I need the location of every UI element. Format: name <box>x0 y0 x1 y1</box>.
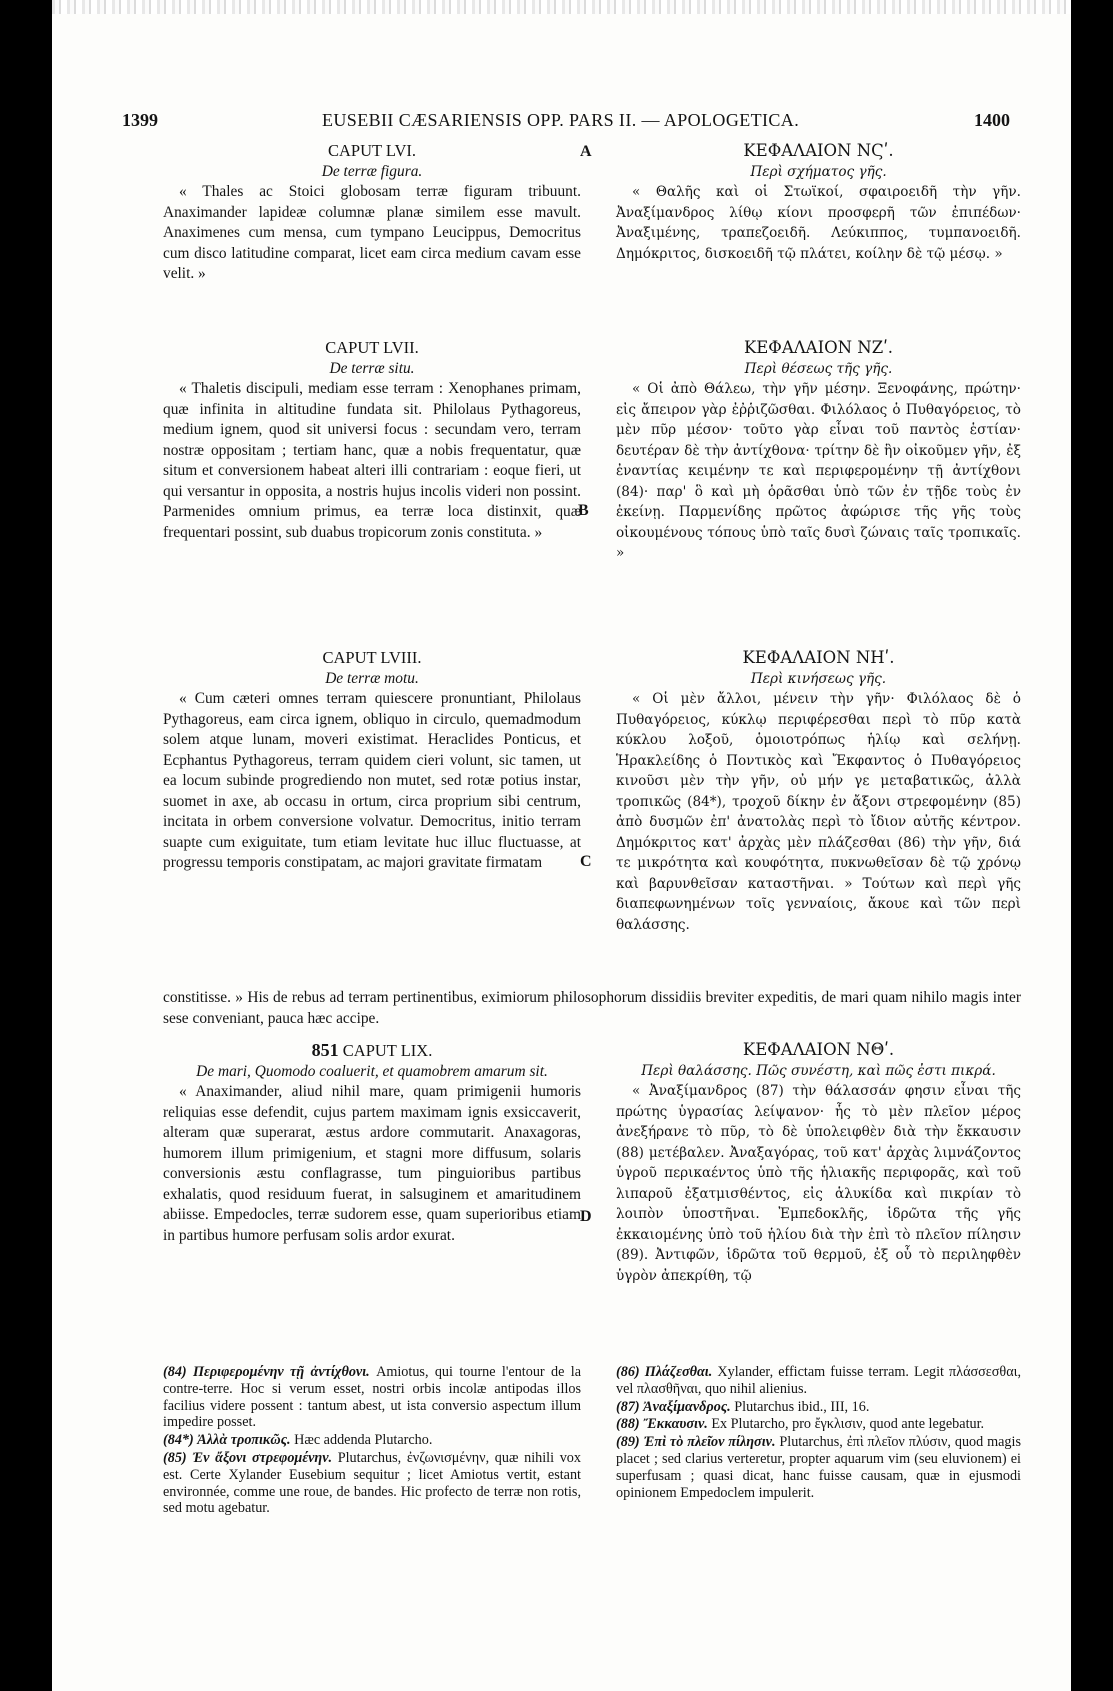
scan-border-right <box>1071 0 1113 1691</box>
running-title: EUSEBII CÆSARIENSIS OPP. PARS II. — APOLOGETICA. <box>322 110 800 130</box>
running-header <box>122 110 1010 134</box>
greek-chapter-58 <box>616 648 1021 935</box>
page-number-left: 1399 <box>122 110 158 130</box>
chapter-heading: ΚΕΦΑΛΑΙΟΝ ΝΖʹ. <box>743 338 894 357</box>
latin-chapter-56 <box>163 141 581 285</box>
scan-border-left <box>0 0 52 1691</box>
column-marker-b: B <box>578 502 589 519</box>
footnotes-left <box>163 1364 581 1518</box>
greek-chapter-56 <box>616 141 1021 264</box>
footnote-87: (87) Ἀναξίμανδρος. Plutarchus ibid., III, 16. <box>616 1398 870 1415</box>
footnote-85: (85) Ἐν ἄξονι στρεφομένην. Plutarchus, ἐνζωνισμένην, quæ nihili vox est. Certe Xylander Eusebium sequitur ; licet Amiotus vertit, estant environnée, comme une roue, de bandes. Hic profecto de terræ non rotis, sed motu agebatur. <box>163 1449 581 1517</box>
chapter-subtitle: De terræ figura. <box>321 162 423 180</box>
chapter-subtitle: Περὶ θαλάσσης. Πῶς συνέστη, καὶ πῶς ἐστι πικρά. <box>641 1062 996 1079</box>
chapter-subtitle: Περὶ σχήματος γῆς. <box>750 163 887 180</box>
chapter-subtitle: De terræ situ. <box>329 359 415 377</box>
greek-chapter-57 <box>616 338 1021 564</box>
chapter-text: « Οἱ μὲν ἄλλοι, μένειν τὴν γῆν· Φιλόλαος δὲ ὁ Πυθαγόρειος, κύκλῳ περιφέρεσθαι περὶ τὸ πῦρ κατὰ κύκλου λοξοῦ, ὁμοιοτρόπως ἡλίῳ καὶ σελήνῃ. Ἡρακλείδης ὁ Ποντικὸς καὶ Ἔκφαντος ὁ Πυθαγόρειος κινοῦσι μὲν τὴν γῆν, οὐ μήν γε μεταβατικῶς, ἀλλὰ τροπικῶς (84*), τροχοῦ δίκην ἐν ἄξονι στρεφομένην (85) ἀπὸ δυσμῶν ἐπ' ἀνατολὰς περὶ τὸ ἴδιον αὐτῆς κέντρον. Δημόκριτος κατ' ἀρχὰς μὲν πλάζεσθαι (86) τὴν γῆν, διά τε μικρότητα καὶ κουφότητα, πυκνωθεῖσαν δὲ τῷ χρόνῳ καὶ βαρυνθεῖσαν καταστῆναι. » Τούτων καὶ περὶ γῆς διαπεφωνημένων τοῖς γενναίοις, ἄκουε καὶ τῶν περὶ θαλάσσης. <box>616 691 1021 933</box>
latin-chapter-58 <box>163 648 581 874</box>
chapter-text: « Thaletis discipuli, mediam esse terram : Xenophanes primam, quæ infinita in altitudine fundata sit. Philolaus Pythagoreus, medium ignem, quod sit universi focus : secundam vero, terram nostræ oppositam ; tertiam hanc, quæ a nobis frequentatur, quæ situm et conversionem habeat alteri illi contrariam : eoque fieri, ut qui versantur in opposita, a nostris hujus incolis videri non possint. Parmenides omnium primus, ea terræ loca distinxit, quæ frequentari possint, sub duabus tropicorum zonis constituta. » <box>163 380 581 541</box>
footnote-88: (88) Ἔκκαυσιν. Ex Plutarcho, pro ἔγκλισιν, quod ante legebatur. <box>616 1416 985 1433</box>
greek-chapter-59 <box>616 1040 1021 1286</box>
chapter-subtitle: De mari, Quomodo coaluerit, et quamobrem amarum sit. <box>196 1062 548 1080</box>
chapter-heading: CAPUT LVIII. <box>322 648 422 667</box>
spanning-text: constitisse. » His de rebus ad terram pertinentibus, eximiorum philosophorum dissidiis breviter expeditis, de mari quam nihilo magis inter sese conveniant, pauca hæc accipe. <box>163 989 1021 1027</box>
column-marker-d: D <box>580 1208 592 1225</box>
chapter-heading: CAPUT LVI. <box>327 141 417 160</box>
chapter-text: « Οἱ ἀπὸ Θάλεω, τὴν γῆν μέσην. Ξενοφάνης, πρώτην· εἰς ἄπειρον γὰρ ἐῤῥιζῶσθαι. Φιλόλαος ὁ Πυθαγόρειος, τὸ μὲν πῦρ μέσον· τοῦτο γὰρ εἶναι τοῦ παντὸς ἑστίαν· δευτέραν δὲ τὴν ἀντίχθονα· τρίτην δὲ ἣν οἰκοῦμεν γῆν, ἐξ ἐναντίας κειμένην τε καὶ περιφερομένην τῇ ἀντίχθονι (84)· παρ' ὃ καὶ μὴ ὁρᾶσθαι ὑπὸ τῶν ἐν τῇδε τοὺς ἐν ἐκείνῃ. Παρμενίδης πρῶτος ἀφώρισε τῆς γῆς τοὺς οἰκουμένους τόπους ὑπὸ ταῖς δυσὶ ζώναις ταῖς τροπικαῖς. » <box>616 381 1021 561</box>
chapter-heading: CAPUT LIX. <box>342 1041 433 1060</box>
edition-page-number: 851 <box>311 1040 339 1060</box>
footnote-84-star: (84*) Ἀλλὰ τροπικῶς. Hæc addenda Plutarcho. <box>163 1432 433 1449</box>
chapter-text: « Anaximander, aliud nihil mare, quam primigenii humoris reliquias esse defendit, cujus partem maximam ignis exsiccaverit, alteram quæ superarat, æstus ardore commutarit. Anaxagoras, humorem illum primigenium, et stagni more diffusum, solaris conversionis æstu conflagrasse, tum pinguioribus partibus exhalatis, quod residuum fuerat, in salsuginem et amaritudinem abiisse. Empedocles, terræ sudorem esse, quam superioribus etiam in partibus humore perfusam solis ardor exurat. <box>163 1083 581 1244</box>
chapter-heading: CAPUT LVII. <box>325 338 419 357</box>
scan-noise-top <box>52 0 1071 14</box>
chapter-heading: ΚΕΦΑΛΑΙΟΝ ΝϚʹ. <box>743 141 894 160</box>
chapter-subtitle: Περὶ κινήσεως γῆς. <box>750 670 887 687</box>
latin-chapter-57 <box>163 338 581 543</box>
footnote-84: (84) Περιφερομένην τῇ ἀντίχθονι. Amiotus, qui tourne l'entour de la contre-terre. Hoc si verum esset, nostri orbis incolæ antipodas illos facilius videre possent : tantum abest, ut ista conversio aspectum illum impedire posset. <box>163 1364 581 1431</box>
footnote-86: (86) Πλάζεσθαι. Xylander, effictam fuisse terram. Legit πλάσσεσθαι, vel πλασθῆναι, quo nihil alienius. <box>616 1364 1021 1397</box>
footnotes-right <box>616 1364 1021 1502</box>
chapter-heading: ΚΕΦΑΛΑΙΟΝ ΝΗʹ. <box>742 648 895 667</box>
column-marker-a: A <box>580 143 592 160</box>
chapter-subtitle: De terræ motu. <box>325 669 419 687</box>
chapter-text: « Ἀναξίμανδρος (87) τὴν θάλασσάν φησιν εἶναι τῆς πρώτης ὑγρασίας λείψανον· ἧς τὸ μὲν πλεῖον μέρος ἀνεξήρανε τὸ πῦρ, τὸ δὲ ὑπολειφθὲν διὰ τὴν ἔκκαυσιν (88) μετέβαλεν. Ἀναξαγόρας, τοῦ κατ' ἀρχὰς λιμνάζοντος ὑγροῦ περικαέντος ὑπὸ τῆς ἡλιακῆς περιφορᾶς, καὶ τοῦ λιπαροῦ ἐξατμισθέντος, εἰς ἁλυκίδα καὶ πικρίαν τὸ λοιπὸν ὑποστῆναι. Ἐμπεδοκλῆς, ἱδρῶτα τῆς γῆς ἐκκαιομένης ὑπὸ τοῦ ἡλίου διὰ τὴν ἐπὶ τὸ πλεῖον πίλησιν (89). Ἀντιφῶν, ἱδρῶτα τοῦ θερμοῦ, ἐξ οὗ τὸ περιληφθὲν ὑγρὸν ἀπεκρίθη, τῷ <box>616 1083 1021 1284</box>
footnote-89: (89) Ἐπὶ τὸ πλεῖον πίλησιν. Plutarchus, ἐπὶ πλεῖον πλύσιν, quod magis placet ; sed clarius verteretur, propter aquarum vim (seu eluvionem) ei superfusam ; quasi dicat, hanc fuisse causam, quæ in ejusmodi opinionem Empedoclem impulerit. <box>616 1434 1021 1501</box>
chapter-subtitle: Περὶ θέσεως τῆς γῆς. <box>744 360 893 377</box>
latin-chapter-59 <box>163 1040 581 1246</box>
column-marker-c: C <box>580 853 592 870</box>
chapter-heading: ΚΕΦΑΛΑΙΟΝ ΝΘʹ. <box>742 1040 895 1059</box>
page-number-right: 1400 <box>974 110 1010 130</box>
chapter-text: « Θαλῆς καὶ οἱ Στωϊκοί, σφαιροειδῆ τὴν γῆν. Ἀναξίμανδρος λίθῳ κίονι προσφερῆ τῶν ἐπιπέδων· Ἀναξιμένης, τραπεζοειδῆ. Λεύκιππος, τυμπανοειδῆ. Δημόκριτος, δισκοειδῆ τῷ πλάτει, κοίλην δὲ τῷ μέσῳ. » <box>616 184 1021 262</box>
chapter-text: « Cum cæteri omnes terram quiescere pronuntiant, Philolaus Pythagoreus, eam circa ignem, obliquo in circulo, quemadmodum solem atque lunam, moveri existimat. Heraclides Ponticus, et Ecphantus Pythagoreus, terram quidem cieri volunt, sic tamen, ut ea locum subinde progrediendo non mutet, sed rotæ potius instar, suomet in axe, ab occasu in ortum, circa proprium sibi centrum, incitata in orbem conversione volvatur. Democritus, initio terram suapte cum exiguitate, tum etiam levitate huc illuc fluctuasse, at progressu temporis constipatam, ac majori gravitate firmatam <box>163 690 581 871</box>
chapter-heading-line <box>163 1040 581 1062</box>
chapter-text: « Thales ac Stoici globosam terræ figuram tribuunt. Anaximander lapideæ columnæ planæ similem esse mavult. Anaximenes cum mensa, cum tympano Leucippus, Democritus cum disco latitudine comparat, licet eam circa medium cavam esse velit. » <box>163 183 581 282</box>
